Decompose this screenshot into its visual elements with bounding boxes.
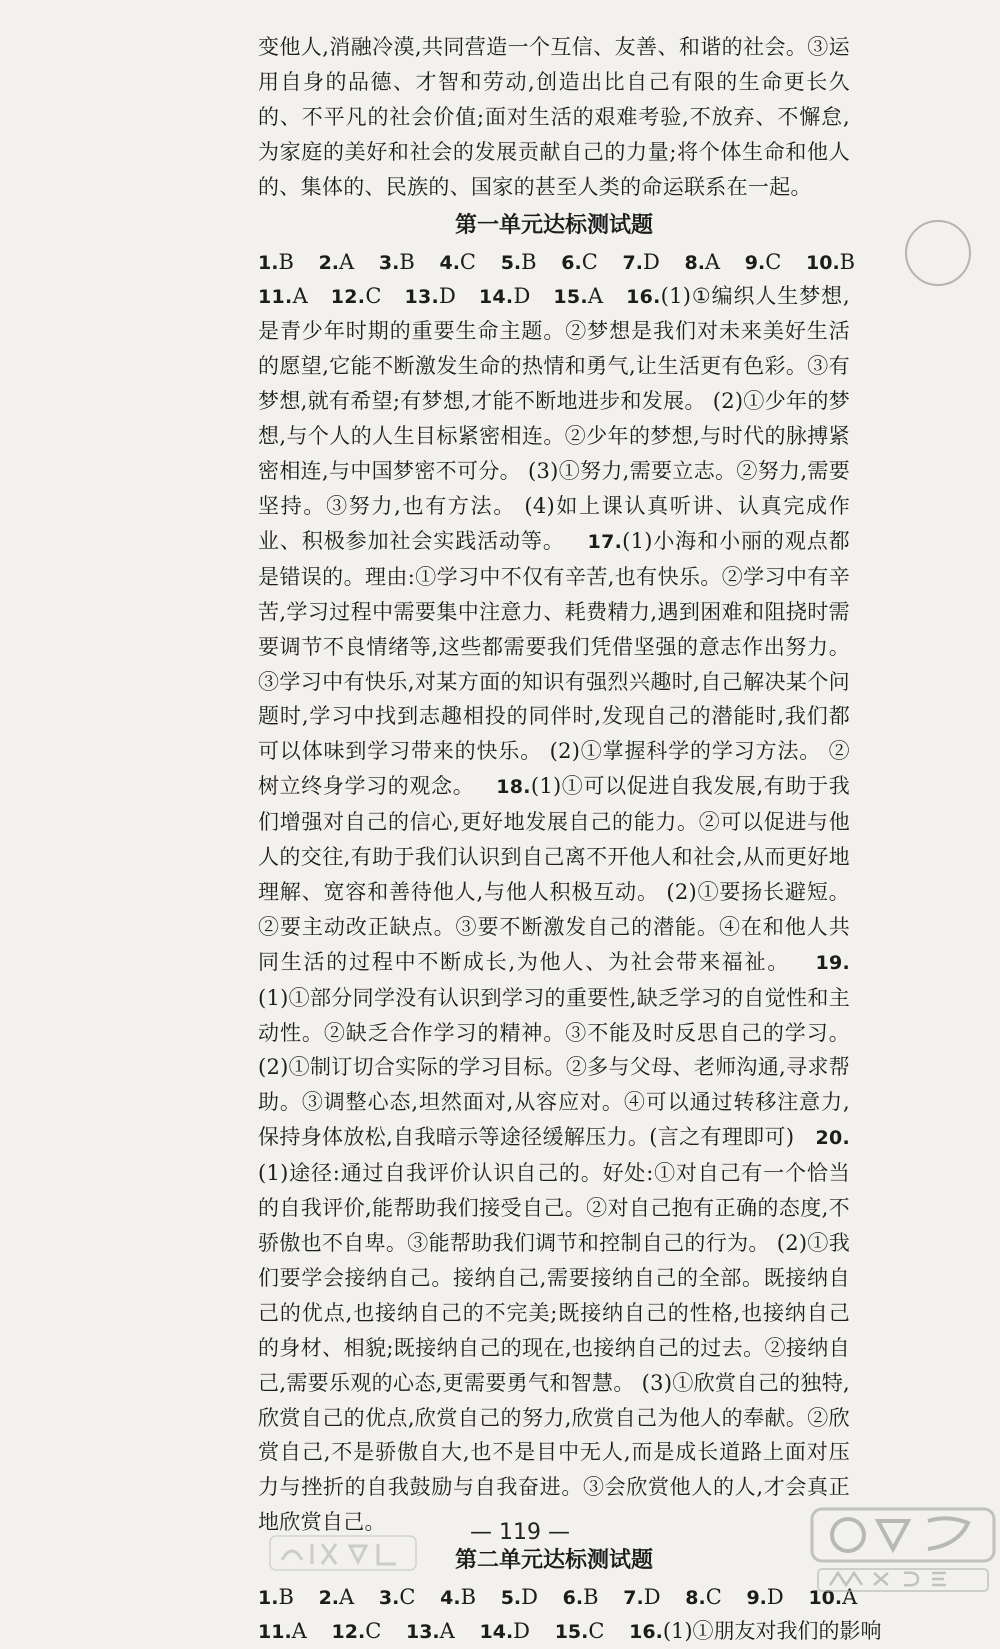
answer-item: 14.D — [478, 283, 531, 308]
answer-item: 4.C — [439, 249, 476, 274]
answer-item: 11.A — [258, 283, 309, 308]
question-number: 16. — [626, 285, 661, 308]
answer-item: 10.B — [806, 249, 856, 274]
answer-item: 5.D — [500, 1585, 538, 1610]
answer-item: 1.B — [258, 249, 294, 274]
unit2-title: 第二单元达标测试题 — [454, 1548, 653, 1574]
answer-item: 12.C — [331, 1619, 382, 1644]
answer-item: 13.D — [404, 283, 457, 308]
answer-item: 2.A — [318, 249, 355, 274]
unit2-answers-row2 — [258, 1614, 882, 1648]
answer-item: 6.B — [562, 1585, 599, 1610]
unit1-answers-block — [258, 279, 850, 1541]
watermark-site-logo-icon — [808, 1505, 998, 1597]
answer-item: 10.A — [808, 1585, 858, 1610]
page-content — [258, 30, 882, 1648]
answer-item: 9.D — [746, 1585, 784, 1610]
answer-item: 1.B — [258, 1585, 294, 1610]
question-number: 16. — [629, 1621, 663, 1644]
answer-text: (1)①部分同学没有认识到学习的重要性,缺乏学习的自觉性和主动性。②缺乏合作学习的精神。③不能及时反思自己的学习。 (2)①制订切合实际的学习目标。②多与父母、老师沟通,寻求帮助。③调整心态,坦然面对,从容应对。④可以通过转移注意力,保持身体放松,自我暗示等途径缓解压力。(言之有理即可) — [258, 985, 850, 1150]
answer-item: 14.D — [479, 1619, 531, 1644]
answer-item: 9.C — [744, 249, 782, 274]
answer-item: 3.B — [378, 249, 415, 274]
unit1-title: 第一单元达标测试题 — [454, 212, 653, 238]
question-number: 20. — [815, 1127, 850, 1150]
intro-paragraph: 变他人,消融冷漠,共同营造一个互信、友善、和谐的社会。③运用自身的品德、才智和劳动,创造出比自己有限的生命更长久的、不平凡的社会价值;面对生活的艰难考验,不放弃、不懈怠,为家庭的美好和社会的发展贡献自己的力量;将个体生命和他人的、集体的、民族的、国家的甚至人类的命运联系在一起。 — [258, 35, 850, 199]
unit2-answers-row1 — [258, 1580, 858, 1614]
answer-item: 2.A — [318, 1585, 355, 1610]
answer-item: 7.D — [623, 1585, 661, 1610]
answer-item: 8.A — [684, 249, 721, 274]
answer-item: 15.A — [553, 283, 604, 308]
question-number: 18. — [496, 776, 531, 799]
answer-item: 5.B — [500, 249, 537, 274]
answer-text: (1)①可以促进自我发展,有助于我们增强对自己的信心,更好地发展自己的能力。②可以促进与他人的交往,有助于我们认识到自己离不开他人和社会,从而更好地理解、宽容和善待他人,与他人积极互动。 (2)①要扬长避短。②要主动改正缺点。③要不断激发自己的潜能。④在和他人共同生活的过程中不断成长,为他人、为社会带来福祉。 — [258, 774, 850, 974]
answer-item: 15.C — [554, 1619, 605, 1644]
answer-item: 8.C — [685, 1585, 722, 1610]
answer-item: 13.A — [405, 1619, 455, 1644]
answer-text: (1)小海和小丽的观点都是错误的。理由:①学习中不仅有辛苦,也有快乐。②学习中有辛苦,学习过程中需要集中注意力、耗费精力,遇到困难和阻挠时需要调节不良情绪等,这些都需要我们凭借坚强的意志作出努力。③学习中有快乐,对某方面的知识有强烈兴趣时,自己解决某个问题时,学习中找到志趣相投的同伴时,发现自己的潜能时,我们都可以体味到学习带来的快乐。 (2)①掌握科学的学习方法。 ②树立终身学习的观念。 — [258, 528, 850, 799]
answer-item: 12.C — [330, 283, 382, 308]
answer-item: 3.C — [378, 1585, 416, 1610]
answer-item: 6.C — [561, 249, 598, 274]
page-number: — 119 — — [470, 1520, 570, 1545]
answer-text: (1)①编织人生梦想,是青少年时期的重要生命主题。②梦想是我们对未来美好生活的愿望,它能不断激发生命的热情和勇气,让生活更有色彩。③有梦想,就有希望;有梦想,才能不断地进步和发展。 (2)①少年的梦想,与个人的人生目标紧密相连。②少年的梦想,与时代的脉搏紧密相连,与中国梦密不可分。 (3)①努力,需要立志。②努力,需要坚持。③努力,也有方法。 (4)如上课认真听讲、认真完成作业、积极参加社会实践活动等。 — [258, 283, 850, 553]
watermark-logo-icon — [268, 1530, 418, 1576]
unit1-answers-row1 — [258, 245, 856, 279]
answer-item: 11.A — [258, 1619, 307, 1644]
answer-item: 7.D — [622, 249, 660, 274]
answer-text: (1)途径:通过自我评价认识自己的。好处:①对自己有一个恰当的自我评价,能帮助我们接受自己。②对自己抱有正确的态度,不骄傲也不自卑。③能帮助我们调节和控制自己的行为。 (2)①我们要学会接纳自己。接纳自己,需要接纳自己的全部。既接纳自己的优点,也接纳自己的不完美;既接纳自己的性格,也接纳自己的身材、相貌;既接纳自己的现在,也接纳自己的过去。②接纳自己,需要乐观的心态,更需要勇气和智慧。 (3)①欣赏自己的独特,欣赏自己的优点,欣赏自己的努力,欣赏自己为他人的奉献。②欣赏自己,不是骄傲自大,也不是目中无人,而是成长道路上面对压力与挫折的自我鼓励与自我奋进。③会欣赏他人的人,才会真正地欣赏自己。 — [258, 1161, 850, 1535]
question-number: 17. — [587, 530, 623, 553]
answer-item: 4.B — [440, 1585, 476, 1610]
question-number: 19. — [815, 951, 851, 974]
stamp-seal-icon — [905, 220, 971, 286]
answer-text: (1)①朋友对我们的影响 — [662, 1619, 882, 1644]
